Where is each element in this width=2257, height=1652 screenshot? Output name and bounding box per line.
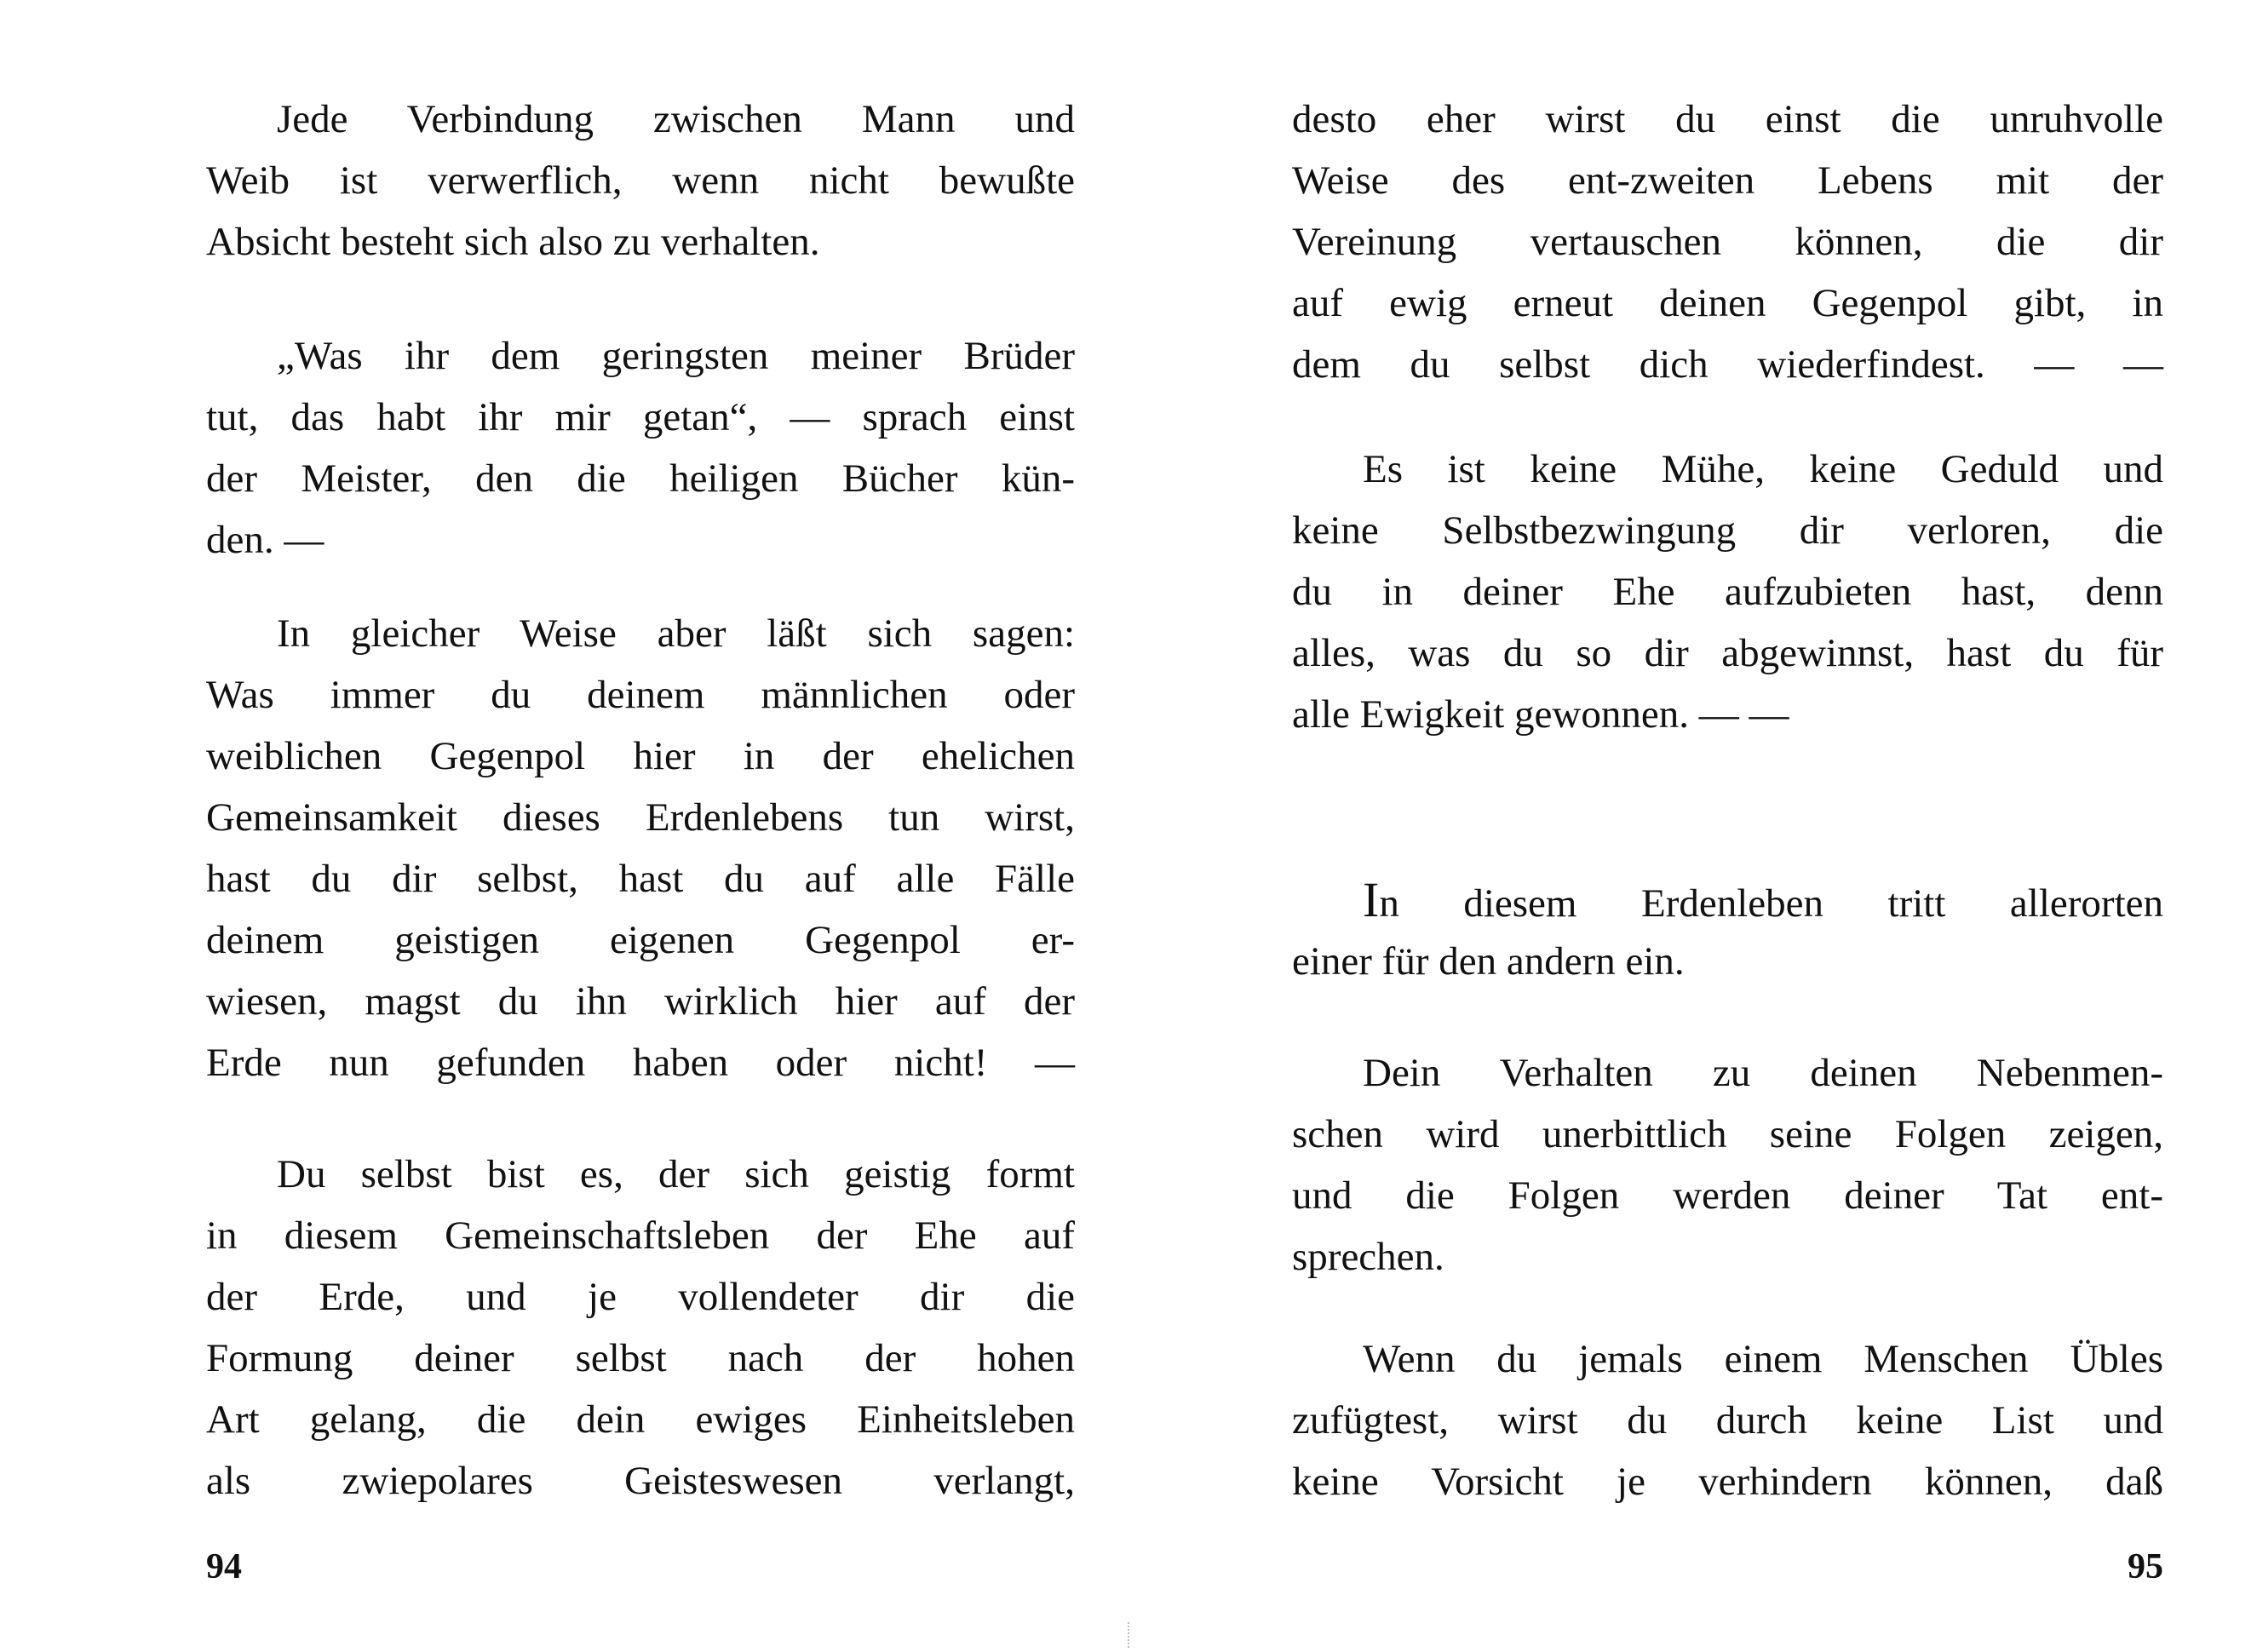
text-line: Weib ist verwerflich, wenn nicht bewußte xyxy=(206,158,1075,203)
text-line: Gemeinsamkeit dieses Erdenlebens tun wirst, xyxy=(206,795,1075,840)
text-line: auf ewig erneut deinen Gegenpol gibt, in xyxy=(1292,281,2163,325)
text-line: in diesem Gemeinschaftsleben der Ehe auf xyxy=(206,1213,1075,1258)
gutter-divider xyxy=(1128,1622,1131,1648)
right-page xyxy=(1128,0,2257,1652)
page-number: 94 xyxy=(206,1547,242,1586)
text-line: „Was ihr dem geringsten meiner Brüder xyxy=(277,334,1075,378)
text-line: Absicht besteht sich also zu verhalten. xyxy=(206,220,820,264)
text-line: Formung deiner selbst nach der hohen xyxy=(206,1336,1075,1380)
text-line: Jede Verbindung zwischen Mann und xyxy=(277,97,1075,141)
paragraph xyxy=(1292,869,2163,992)
text-line: keine Vorsicht je verhindern können, daß xyxy=(1292,1460,2163,1504)
page-number: 95 xyxy=(2128,1547,2163,1586)
drop-cap: I xyxy=(1363,872,1380,927)
text-line xyxy=(1292,869,2163,931)
paragraph xyxy=(206,1144,1075,1511)
paragraph xyxy=(206,89,1075,272)
text-line: sprechen. xyxy=(1292,1235,1444,1279)
text-line: Dein Verhalten zu deinen Nebenmen- xyxy=(1363,1051,2163,1095)
paragraph xyxy=(206,603,1075,1093)
text-line: alles, was du so dir abgewinnst, hast du für xyxy=(1292,631,2163,675)
text-line: zufügtest, wirst du durch keine List und xyxy=(1292,1398,2163,1443)
text-line: der Erde, und je vollendeter dir die xyxy=(206,1275,1075,1319)
text-line: hast du dir selbst, hast du auf alle Fälle xyxy=(206,857,1075,901)
text-line: In gleicher Weise aber läßt sich sagen: xyxy=(277,611,1075,656)
paragraph xyxy=(206,325,1075,571)
text-line: und die Folgen werden deiner Tat ent- xyxy=(1292,1173,2163,1218)
text-line: weiblichen Gegenpol hier in der ehelichen xyxy=(206,734,1075,778)
text-line-rest: n diesem Erdenleben tritt allerorten xyxy=(1379,881,2163,926)
text-line: schen wird unerbittlich seine Folgen zeigen, xyxy=(1292,1112,2163,1156)
text-line: Du selbst bist es, der sich geistig formt xyxy=(277,1152,1075,1196)
text-line: Erde nun gefunden haben oder nicht! — xyxy=(206,1041,1075,1085)
text-line: wiesen, magst du ihn wirklich hier auf der xyxy=(206,979,1075,1024)
text-line: alle Ewigkeit gewonnen. — — xyxy=(1292,692,1789,737)
left-page xyxy=(0,0,1128,1652)
text-line: Weise des ent-zweiten Lebens mit der xyxy=(1292,158,2163,203)
text-line: Vereinung vertauschen können, die dir xyxy=(1292,220,2163,264)
paragraph xyxy=(1292,439,2163,745)
text-line: desto eher wirst du einst die unruhvolle xyxy=(1292,97,2163,141)
text-line: Wenn du jemals einem Menschen Übles xyxy=(1363,1337,2163,1381)
text-line: Es ist keine Mühe, keine Geduld und xyxy=(1363,447,2163,491)
text-line: tut, das habt ihr mir getan“, — sprach einst xyxy=(206,395,1075,439)
text-line: Was immer du deinem männlichen oder xyxy=(206,673,1075,717)
text-line: keine Selbstbezwingung dir verloren, die xyxy=(1292,508,2163,553)
paragraph xyxy=(1292,89,2163,395)
text-line: dem du selbst dich wiederfindest. — — xyxy=(1292,342,2163,387)
paragraph xyxy=(1292,1042,2163,1288)
text-line: du in deiner Ehe aufzubieten hast, denn xyxy=(1292,570,2163,614)
text-line: den. — xyxy=(206,518,324,562)
text-line: Art gelang, die dein ewiges Einheitsleben xyxy=(206,1397,1075,1442)
text-line: einer für den andern ein. xyxy=(1292,939,1685,984)
text-line: der Meister, den die heiligen Bücher kün- xyxy=(206,456,1075,501)
paragraph xyxy=(1292,1328,2163,1512)
text-line: deinem geistigen eigenen Gegenpol er- xyxy=(206,918,1075,962)
text-line: als zwiepolares Geisteswesen verlangt, xyxy=(206,1459,1075,1503)
